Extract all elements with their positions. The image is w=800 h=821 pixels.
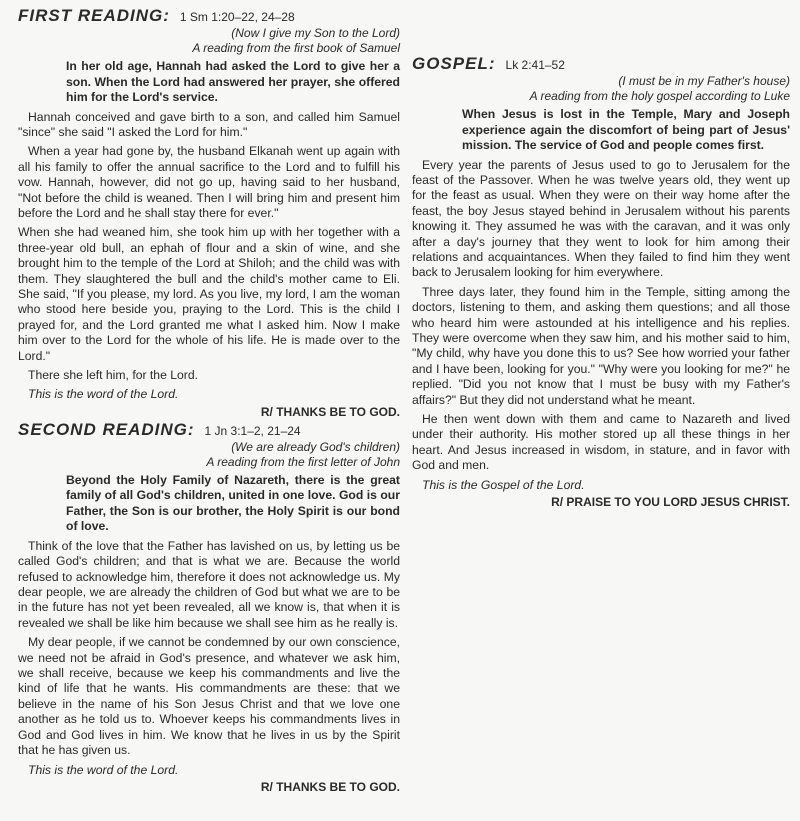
second-reading-response: R/ THANKS BE TO GOD. (260, 779, 400, 794)
first-reading-paragraph: When she had weaned him, she took him up with her together with a three-year old bull, an ephah of flour and a skin of wine, and she brought him to the temple of the Lord at Shiloh; and the child was with them. They slaughtered the bull and the child's mother came to Eli. She said, "If you please, my lord. As you live, my lord, I am the woman who stood here beside you, praying to the Lord. This is the child I prayed for, and the Lord granted me what I asked him. Now I make him over to the Lord for the whole of his life. He is made over to the Lord." (18, 225, 400, 363)
first-reading-source: A reading from the first book of Samuel (192, 41, 400, 55)
second-reading-ref: 1 Jn 3:1–2, 21–24 (204, 423, 301, 438)
gospel-header (412, 54, 790, 74)
first-reading-closing: This is the word of the Lord. (28, 387, 179, 402)
second-reading-subtitle: (We are already God's children) (231, 439, 400, 454)
second-reading-title: SECOND READING: (18, 419, 195, 439)
left-column (18, 0, 400, 795)
first-reading-header (18, 6, 400, 26)
second-reading-paragraph: My dear people, if we cannot be condemned by our own conscience, we need not be afraid in God's presence, and whatever we ask him, we shall receive, because we keep his commandments and live the kind of life that he wants. His commandments are these: that we believe in the name of his Son Jesus Christ and that we love one another as he told us to. Whoever keeps his commandments lives in God and God lives in him. We know that he lives in us by the Spirit that he has given us. (18, 635, 400, 758)
gospel-paragraph: Every year the parents of Jesus used to go to Jerusalem for the feast of the Passover. When he was twelve years old, they went up for the feast as usual. When they were on their way home after the feast, the boy Jesus stayed behind in Jerusalem without his parents knowing it. They assumed he was with the caravan, and it was only after a day's journey that they went to look for him among their relations and acquaintances. When they failed to find him they went back to Jerusalem looking for him everywhere. (412, 157, 790, 280)
gospel-summary: When Jesus is lost in the Temple, Mary and Joseph experience again the discomfort of being part of Jesus' mission. The service of God and people comes first. (462, 107, 790, 152)
second-reading-header (18, 420, 400, 440)
first-reading-ref: 1 Sm 1:20–22, 24–28 (179, 10, 295, 24)
first-reading-response: R/ THANKS BE TO GOD. (260, 404, 400, 419)
gospel-ref: Lk 2:41–52 (505, 58, 565, 72)
second-reading-summary: Beyond the Holy Family of Nazareth, there is the great family of all God's children, united in one love. God is our Father, the Son is our brother, the Holy Spirit is our bond of love. (66, 472, 400, 534)
second-reading-paragraph: Think of the love that the Father has lavished on us, by letting us be called God's children; and that is what we are. Because the world refused to acknowledge him, therefore it does not acknowledge us. My dear people, we are already the children of God but what we are to be in the future has not yet been revealed, all we know is, that when it is revealed we shall be like him because we shall see him as he really is. (18, 538, 400, 630)
second-reading-source: A reading from the first letter of John (206, 454, 400, 469)
gospel-title: GOSPEL: (412, 54, 496, 73)
gospel-paragraph: He then went down with them and came to Nazareth and lived under their authority. His mother stored up all these things in her heart. And Jesus increased in wisdom, in stature, and in favor with God and men. (412, 412, 790, 473)
first-reading-paragraph: Hannah conceived and gave birth to a son, and called him Samuel "since" she said "I asked the Lord for him." (18, 109, 400, 139)
first-reading-subtitle: (Now I give my Son to the Lord) (231, 26, 400, 40)
second-reading (18, 420, 400, 795)
first-reading-paragraph: When a year had gone by, the husband Elkanah went up again with all his family to offer the annual sacrifice to the Lord and to fulfill his vow. Hannah, however, did not go up, having said to her husband, "Not before the child is weaned. Then I will bring him and present him before the Lord and he shall stay there for ever." (18, 144, 400, 220)
gospel (412, 54, 790, 510)
first-reading (18, 6, 400, 420)
first-reading-paragraph: There she left him, for the Lord. (28, 368, 199, 382)
right-column (412, 48, 790, 510)
first-reading-summary: In her old age, Hannah had asked the Lord to give her a son. When the Lord had answered her prayer, she offered him for the Lord's service. (66, 59, 400, 104)
gospel-response: R/ PRAISE TO YOU LORD JESUS CHRIST. (551, 495, 790, 510)
second-reading-closing: This is the word of the Lord. (28, 762, 179, 777)
first-reading-title: FIRST READING: (18, 6, 170, 25)
gospel-source: A reading from the holy gospel according to Luke (529, 89, 790, 103)
gospel-paragraph: Three days later, they found him in the Temple, sitting among the doctors, listening to them, and asking them questions; and all those who heard him were astounded at his intelligence and his replies. They were overcome when they saw him, and his mother said to him, "My child, why have you done this to us? See how worried your father and I have been, looking for you." "Why were you looking for me?" he replied. "Did you not know that I must be busy with my Father's affairs?" But they did not understand what he meant. (412, 284, 790, 407)
gospel-closing: This is the Gospel of the Lord. (422, 477, 585, 492)
gospel-subtitle: (I must be in my Father's house) (618, 74, 790, 88)
